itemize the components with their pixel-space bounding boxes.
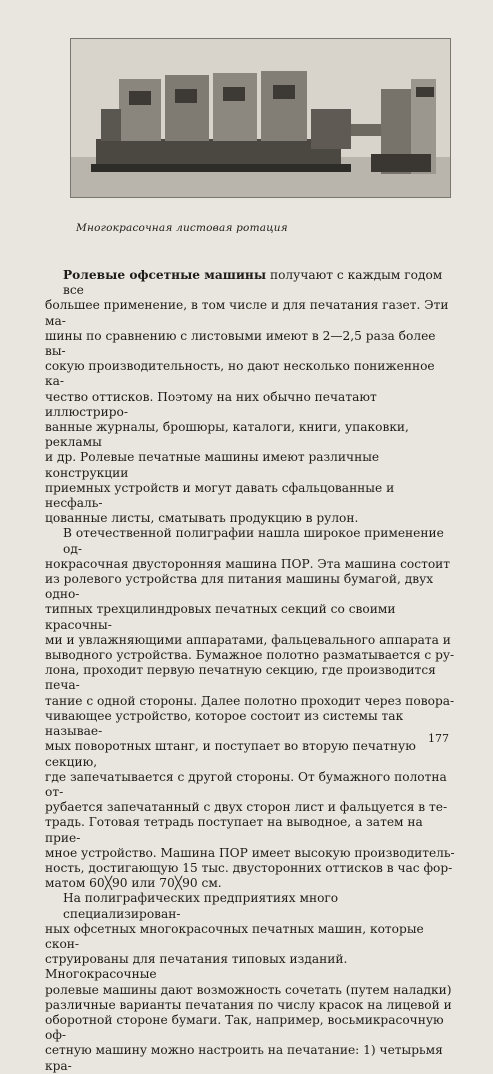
text-line: ных офсетных многокрасочных печатных машин, которые скон- [45,921,424,951]
text-line: сокую производительность, но дают несколько пониженное ка- [45,359,435,389]
text-line: получают с каждым годом все [63,268,443,298]
text-line: ванные журналы, брошюры, каталоги, книги, упаковки, рекламы [45,420,409,450]
paragraph-lead: Ролевые офсетные машины [63,268,267,282]
printing-press-photo [70,38,451,198]
text-line: оборотной стороне бумаги. Так, например, восьмикрасочную оф- [45,1012,444,1043]
text-line: и др. Ролевые печатные машины имеют различные конструкции [45,450,380,480]
text-line: из ролевого устройства для питания машины бумагой, двух одно- [45,572,434,602]
text-line: приемных устройств и могут давать сфальцованные и несфаль- [45,480,395,511]
text-line: рубается запечатанный с двух сторон лист и фальцуется в те- [45,800,448,815]
text-line: где запечатывается с другой стороны. От бумажного полотна от- [45,769,447,799]
text-line: мых поворотных штанг, и поступает во вторую печатную секцию, [45,739,416,769]
text-line: цованные листы, сматывать продукцию в рулон. [45,511,359,526]
text-line: матом 60╳90 или 70╳90 см. [45,876,222,891]
text-line: В отечественной полиграфии нашла широкое применение од- [63,526,444,556]
text-line: чивающее устройство, которое состоит из системы так называе- [45,708,404,739]
text-line: На полиграфических предприятиях много специализирован- [63,891,339,921]
text-line: нокрасочная двусторонняя машина ПОР. Эта машина состоит [45,556,451,571]
text-line: сетную машину можно настроить на печатание: 1) четырьмя кра- [45,1043,443,1073]
text-line: струированы для печатания типовых изданий. Многокрасочные [45,952,348,982]
text-line: лона, проходит первую печатную секцию, где производится печа- [45,663,436,693]
text-line: мное устройство. Машина ПОР имеет высокую производитель- [45,845,455,860]
figure-caption: Многокрасочная листовая ротация [76,222,288,234]
text-line: ролевые машины дают возможность сочетать (путем наладки) [45,982,452,997]
text-line: большее применение, в том числе и для печатания газет. Эти ма- [45,298,449,328]
text-line: ми и увлажняющими аппаратами, фальцевального аппарата и [45,632,451,647]
text-line: выводного устройства. Бумажное полотно разматывается с ру- [45,648,455,663]
text-line: тание с одной стороны. Далее полотно проходит через поворa- [45,693,455,708]
page-number: 177 [428,732,449,745]
text-line: различные варианты печатания по числу красок на лицевой и [45,997,452,1012]
text-line: шины по сравнению с листовыми имеют в 2—2,5 раза более вы- [45,328,436,359]
text-line: чество оттисков. Поэтому на них обычно печатают иллюстриро- [45,389,377,419]
paragraph-1-line-1 [45,268,455,298]
body-text [45,268,455,1074]
text-line: ность, достигающую 15 тыс. двусторонних оттисков в час фор- [45,860,453,875]
text-line: типных трехцилиндровых печатных секций со своими красочны- [45,602,396,632]
text-line: традь. Готовая тетрадь поступает на выводное, а затем на прие- [45,815,423,845]
printing-press-illustration [71,39,451,198]
